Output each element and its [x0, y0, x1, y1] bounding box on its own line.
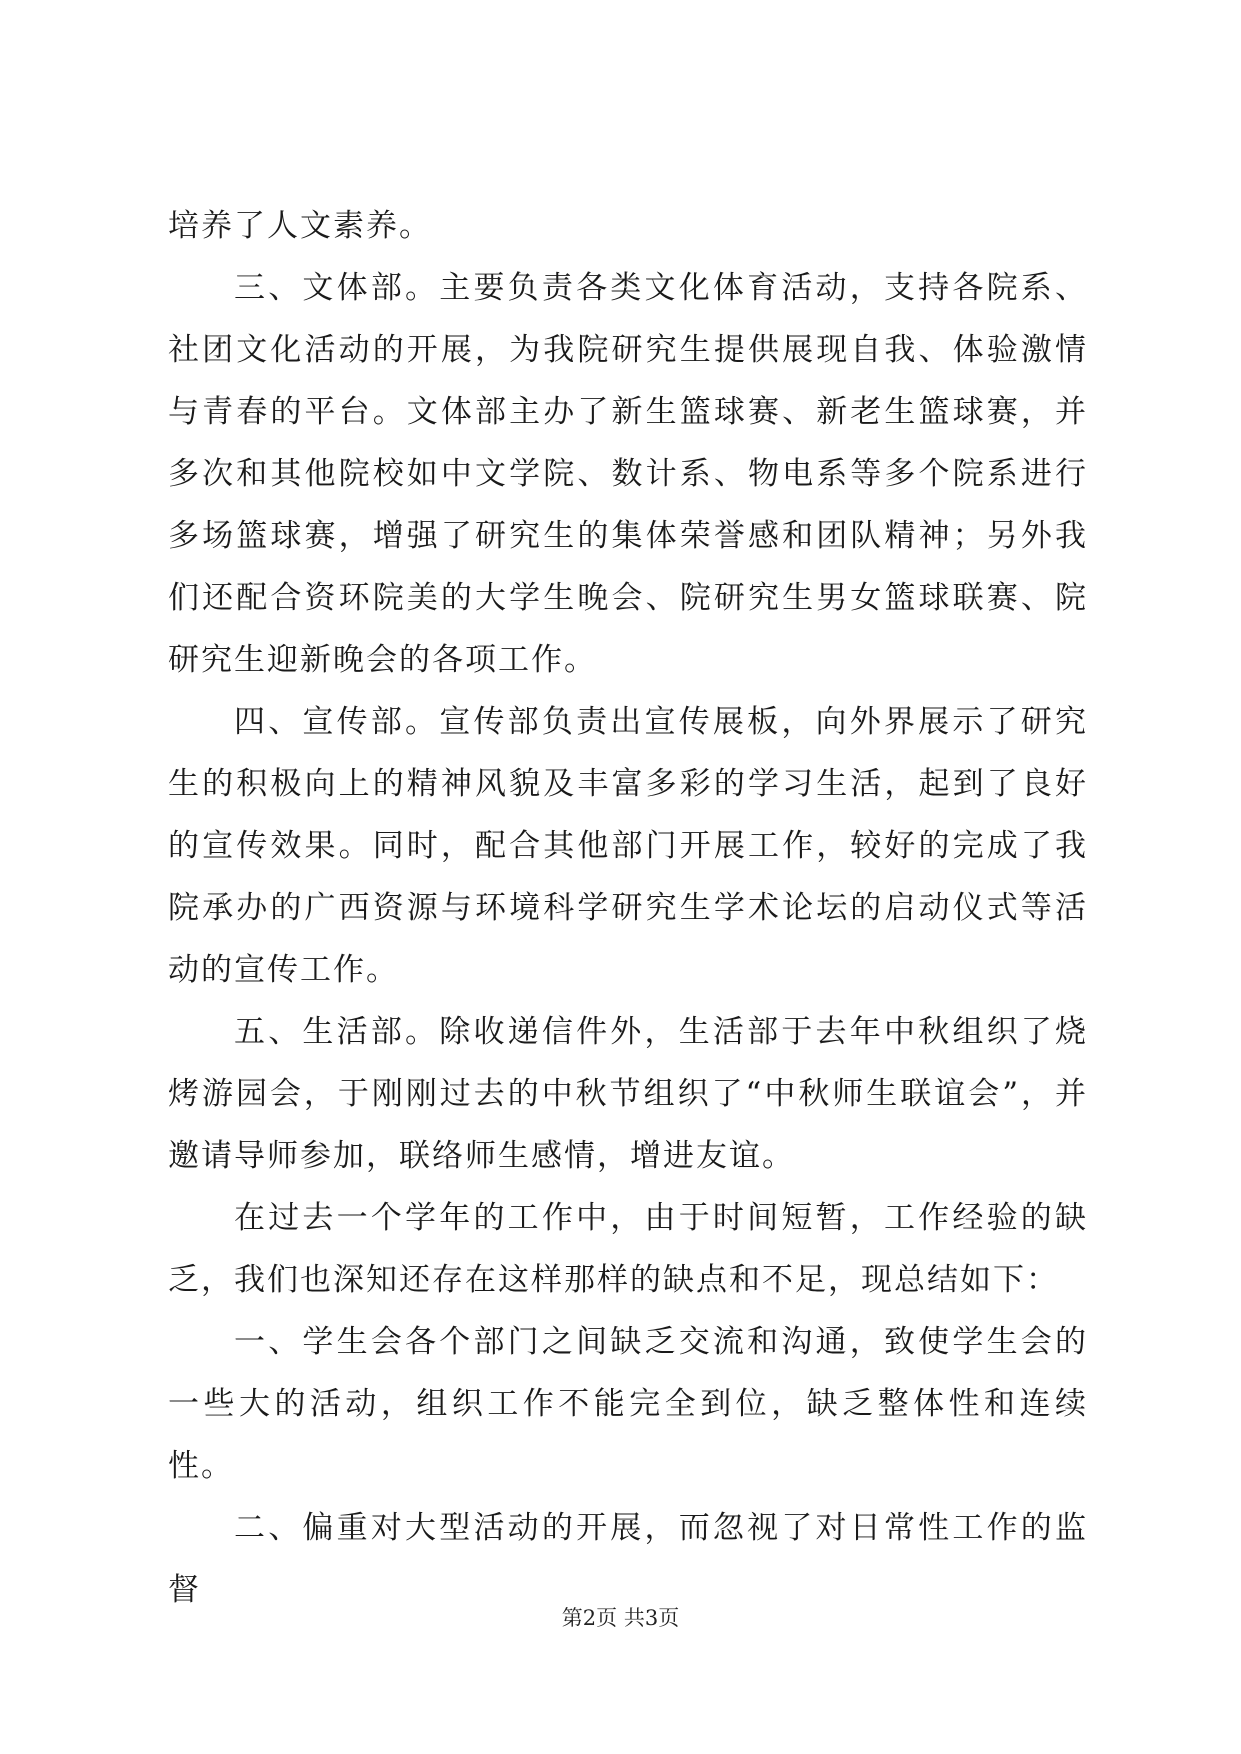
paragraph-life-department: 五、生活部。除收递信件外，生活部于去年中秋组织了烧烤游园会，于刚刚过去的中秋节组织了“中秋师生联谊会”，并邀请导师参加，联络师生感情，增进友谊。 [168, 1014, 1088, 1174]
paragraph-publicity-department: 四、宣传部。宣传部负责出宣传展板，向外界展示了研究生的积极向上的精神风貌及丰富多彩的学习生活，起到了良好的宣传效果。同时，配合其他部门开展工作，较好的完成了我院承办的广西资源与环境科学研究生学术论坛的启动仪式等活动的宣传工作。 [168, 704, 1088, 988]
paragraph-shortcoming-two: 二、偏重对大型活动的开展，而忽视了对日常性工作的监督 [168, 1510, 1088, 1608]
paragraph-sports-department: 三、文体部。主要负责各类文化体育活动，支持各院系、社团文化活动的开展，为我院研究生提供展现自我、体验激情与青春的平台。文体部主办了新生篮球赛、新老生篮球赛，并多次和其他院校如中文学院、数计系、物电系等多个院系进行多场篮球赛，增强了研究生的集体荣誉感和团队精神；另外我们还配合资环院美的大学生晚会、院研究生男女篮球联赛、院研究生迎新晚会的各项工作。 [168, 270, 1088, 678]
page-number-footer: 第2页 共3页 [561, 1606, 680, 1630]
paragraph-continuation: 培养了人文素养。 [168, 208, 432, 244]
document-body [168, 195, 1088, 1621]
paragraph-shortcoming-one: 一、学生会各个部门之间缺乏交流和沟通，致使学生会的一些大的活动，组织工作不能完全到位，缺乏整体性和连续性。 [168, 1324, 1088, 1484]
paragraph-summary-intro: 在过去一个学年的工作中，由于时间短暂，工作经验的缺乏，我们也深知还存在这样那样的缺点和不足，现总结如下： [168, 1200, 1088, 1298]
